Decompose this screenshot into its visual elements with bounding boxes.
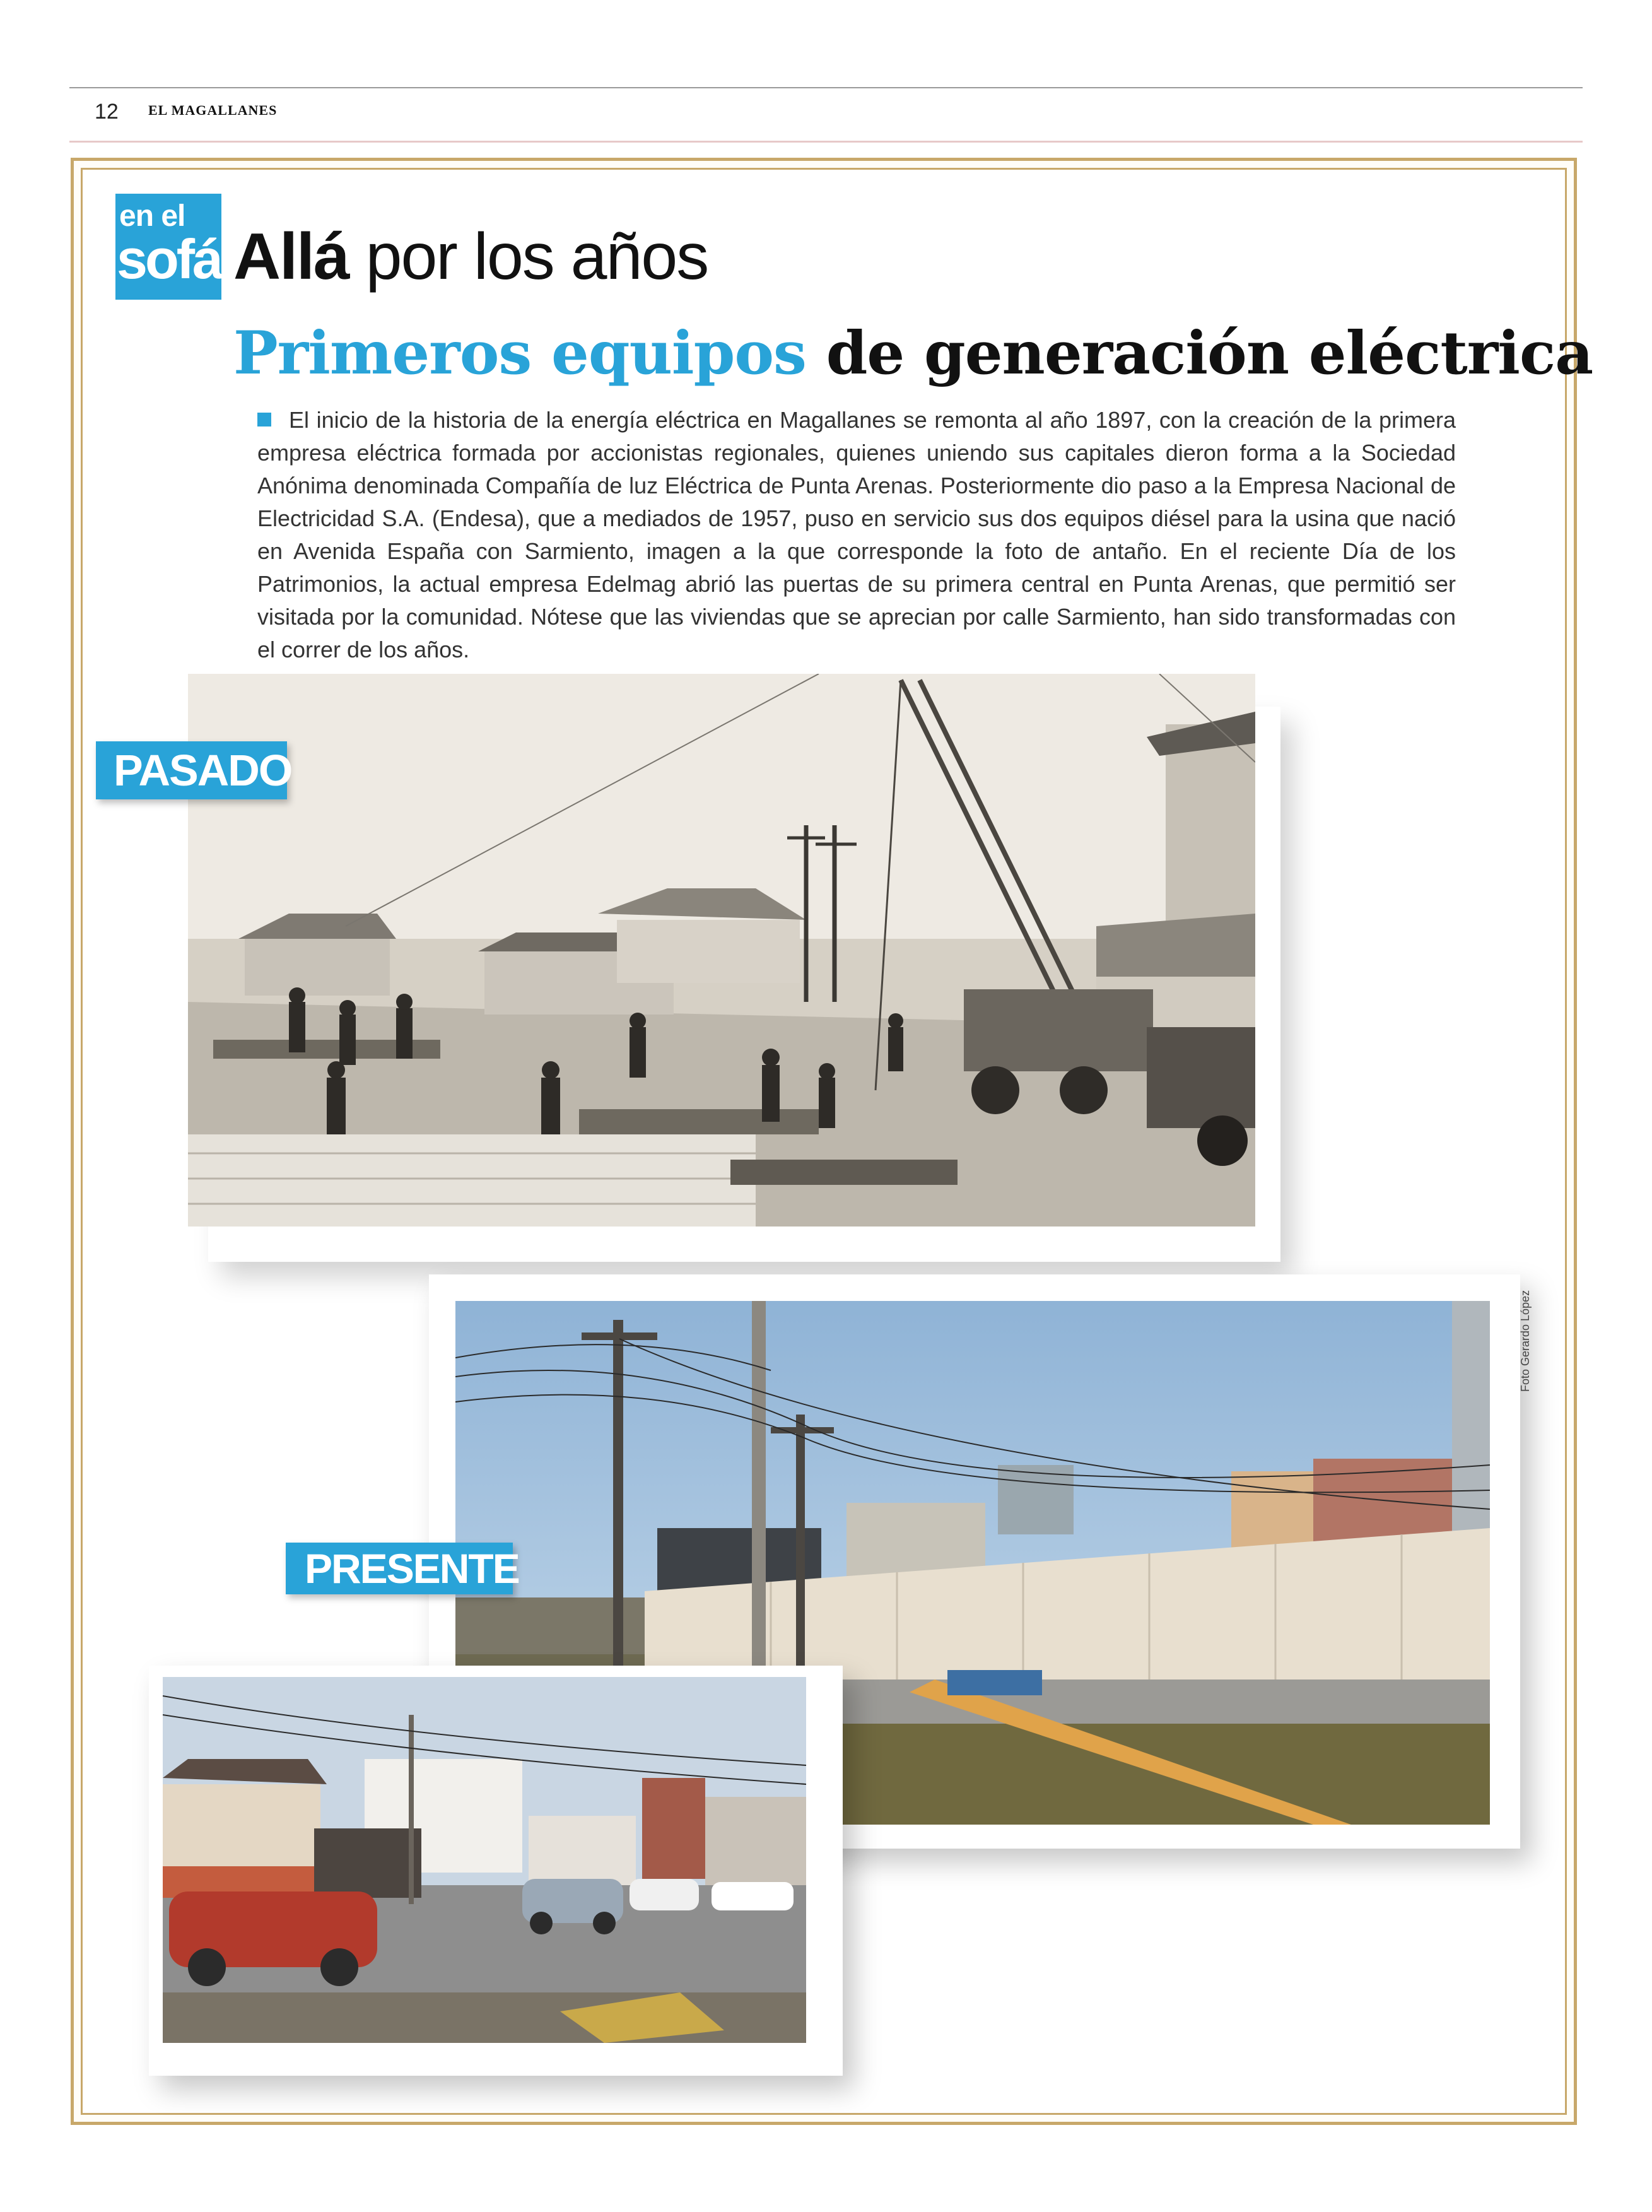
header-rule (69, 87, 1583, 88)
headline-rest: de generación eléctrica (805, 319, 1593, 388)
section-logo-line1: en el (119, 199, 185, 233)
street-photo-illustration (163, 1677, 806, 2043)
section-title-bold: Allá (233, 220, 349, 293)
publication-name: EL MAGALLANES (148, 102, 278, 118)
headline-accent: Primeros equipos (233, 319, 806, 388)
section-title (233, 222, 708, 291)
street-photo (163, 1677, 806, 2043)
label-present: PRESENTE (286, 1543, 513, 1594)
section-logo-line2: sofá (117, 228, 221, 290)
header-divider (69, 141, 1583, 143)
bullet-square-icon (257, 413, 271, 427)
past-photo-illustration (188, 674, 1255, 1227)
photo-credit-text: Foto Gerardo López (1519, 1290, 1532, 1392)
label-past: PASADO (96, 741, 287, 799)
section-logo (115, 194, 221, 300)
past-photo (188, 674, 1255, 1227)
article-headline (233, 315, 1593, 391)
page-number: 12 (95, 100, 119, 124)
photo-credit (1519, 1272, 1544, 1392)
section-title-rest: por los años (348, 220, 708, 293)
article-body-text: El inicio de la historia de la energía eléctrica en Magallanes se remonta al año 1897, con la creación de la primera empresa eléctrica formada por accionistas regionales, quienes uniendo sus capitales dieron forma a la Sociedad Anónima denominada Compañía de luz Eléctrica de Punta Arenas. Posteriormente dio paso a la Empresa Nacional de Electricidad S.A. (Endesa), que a mediados de 1957, puso en servicio sus dos equipos diésel para la usina que nació en Avenida España con Sarmiento, imagen a la que corresponde la foto de antaño. En el reciente Día de los Patrimonios, la actual empresa Edelmag abrió las puertas de su primera central en Punta Arenas, que permitió ser visitada por la comunidad. Nótese que las viviendas que se aprecian por calle Sarmiento, han sido transformadas con el correr de los años. (257, 407, 1456, 662)
article-body (257, 404, 1456, 666)
